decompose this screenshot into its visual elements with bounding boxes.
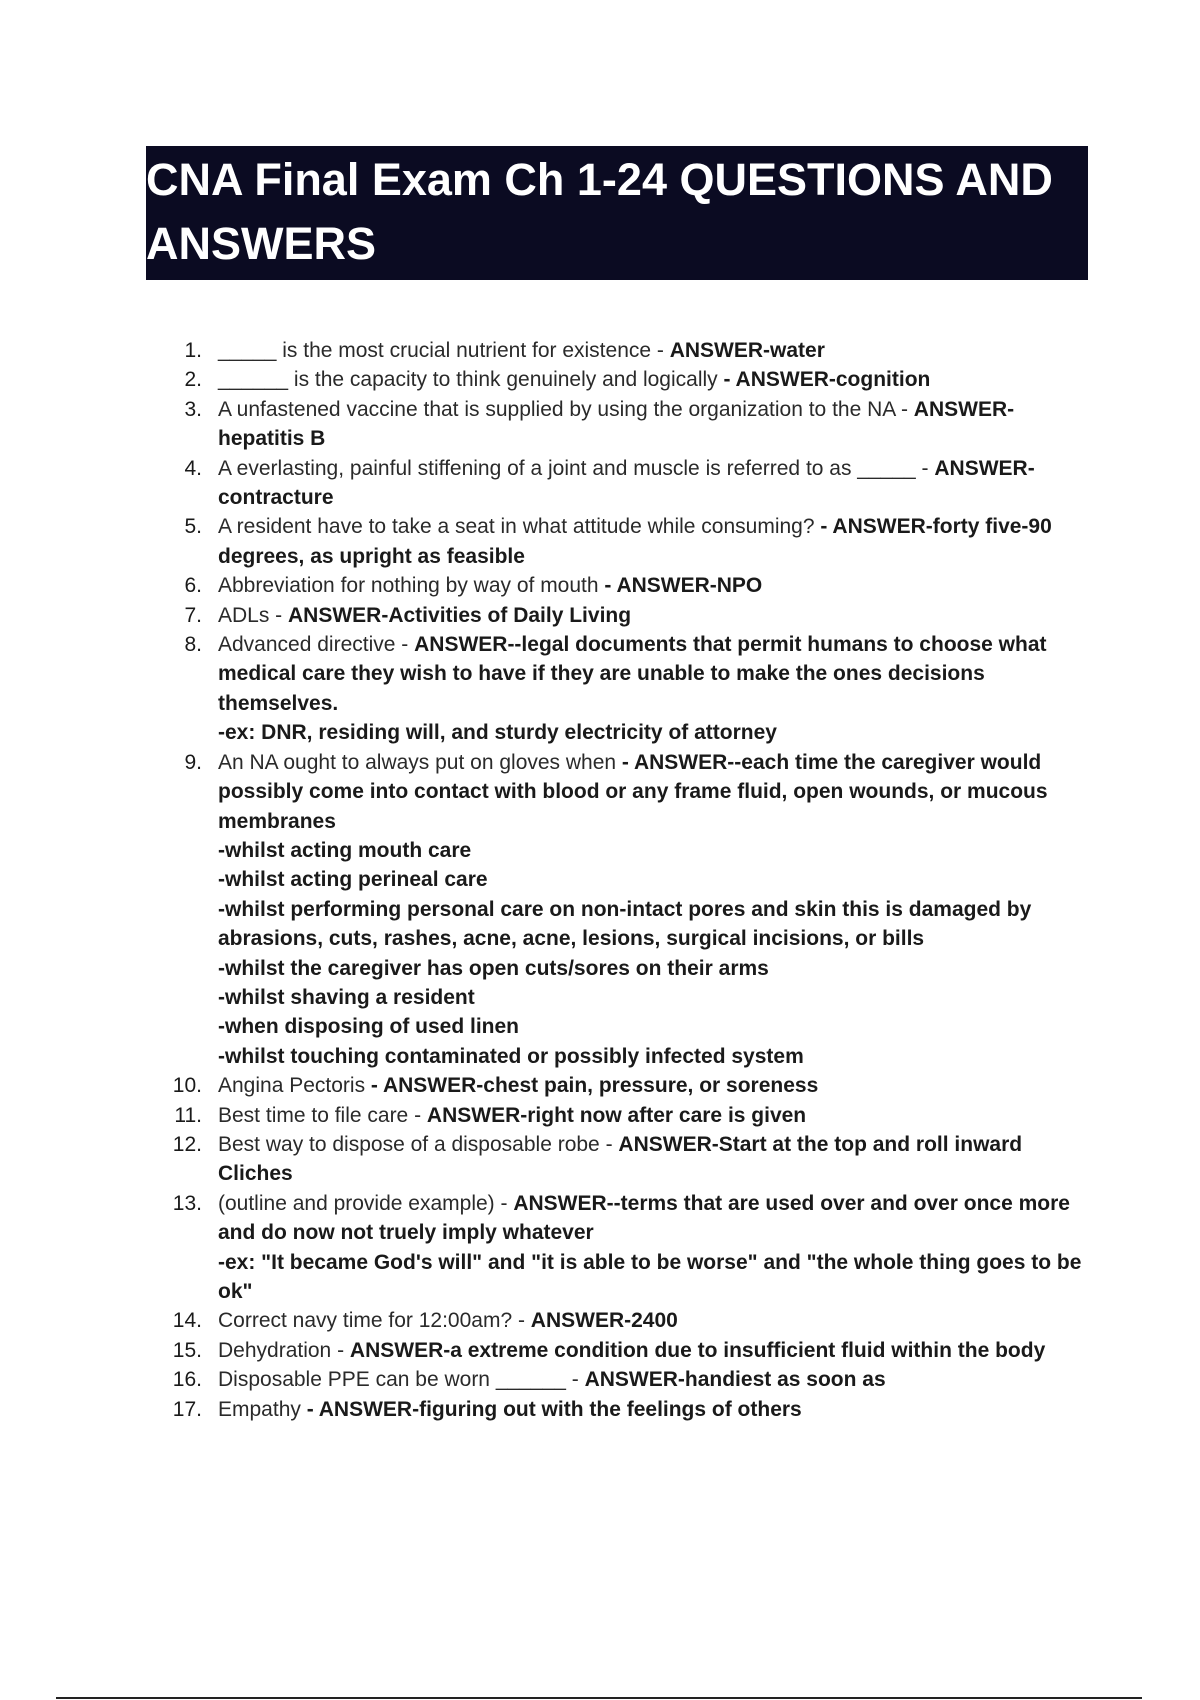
- list-item: [170, 1130, 1100, 1189]
- item-number: 17.: [172, 1397, 202, 1421]
- list-item: [170, 1395, 1100, 1424]
- list-item: [170, 1071, 1100, 1100]
- answer-detail-line: -whilst touching contaminated or possibly infected system: [218, 1044, 804, 1068]
- item-number: 13.: [172, 1191, 202, 1215]
- title-banner: [146, 146, 1088, 280]
- question-text: (outline and provide example) -: [218, 1191, 514, 1215]
- item-number: 6.: [184, 574, 202, 598]
- list-item: [170, 1306, 1100, 1335]
- item-number: 14.: [172, 1309, 202, 1333]
- answer-detail-line: -whilst the caregiver has open cuts/sores on their arms: [218, 956, 769, 980]
- answer-text: ANSWER-hepatitis B: [218, 397, 1015, 451]
- item-number: 4.: [184, 456, 202, 480]
- question-text: Angina Pectoris: [218, 1074, 371, 1098]
- answer-detail-line: -ex: DNR, residing will, and sturdy electricity of attorney: [218, 721, 777, 745]
- answer-text: ANSWER-water: [669, 339, 825, 362]
- question-text: A resident have to take a seat in what attitude while consuming?: [218, 515, 821, 539]
- question-text: ______ is the capacity to think genuinely and logically: [218, 368, 724, 392]
- item-number: 8.: [184, 633, 202, 657]
- list-item: [170, 1365, 1100, 1394]
- list-item: [170, 365, 1100, 394]
- footer-divider: [56, 1697, 1142, 1699]
- list-item: [170, 630, 1100, 748]
- item-number: 12.: [172, 1132, 202, 1156]
- answer-detail-line: -when disposing of used linen: [218, 1015, 520, 1039]
- answer-detail-line: -whilst acting perineal care: [218, 868, 488, 892]
- question-text: Advanced directive -: [218, 633, 415, 657]
- answer-text: - ANSWER-cognition: [723, 368, 931, 392]
- answer-text: ANSWER-handiest as soon as: [584, 1368, 886, 1392]
- list-item: [170, 1336, 1100, 1365]
- list-item: [170, 748, 1100, 1071]
- answer-text: ANSWER--terms that are used over and over once more and do now not truely imply whatever: [218, 1191, 1070, 1245]
- question-text: Empathy: [218, 1397, 307, 1421]
- question-text: An NA ought to always put on gloves when: [218, 750, 622, 774]
- answer-detail-line: -whilst shaving a resident: [218, 985, 475, 1009]
- answer-detail-line: -ex: "It became God's will" and "it is able to be worse" and "the whole thing goes to be ok": [218, 1250, 1082, 1303]
- answer-text: ANSWER-Activities of Daily Living: [288, 603, 632, 627]
- question-text: A everlasting, painful stiffening of a joint and muscle is referred to as _____ -: [218, 456, 935, 480]
- answer-text: ANSWER-a extreme condition due to insufficient fluid within the body: [349, 1338, 1046, 1362]
- answer-text: - ANSWER-chest pain, pressure, or soreness: [370, 1074, 819, 1098]
- item-number: 10.: [172, 1074, 202, 1098]
- question-text: Correct navy time for 12:00am? -: [218, 1309, 531, 1333]
- list-item: [170, 512, 1100, 571]
- question-text: _____ is the most crucial nutrient for existence -: [218, 339, 670, 362]
- list-item: [170, 571, 1100, 600]
- answer-text: - ANSWER-forty five-90 degrees, as upright as feasible: [218, 515, 1052, 568]
- page-title-line-2: ANSWERS: [146, 218, 377, 269]
- item-number: 5.: [184, 515, 202, 539]
- item-number: 11.: [174, 1103, 202, 1127]
- answer-text: - ANSWER-figuring out with the feelings of others: [306, 1397, 802, 1421]
- item-number: 2.: [184, 368, 202, 392]
- answer-text: ANSWER--legal documents that permit humans to choose what medical care they wish to have if they are unable to make the ones decisions themselves.: [218, 633, 1047, 715]
- item-number: 9.: [184, 750, 202, 774]
- question-text: Best way to dispose of a disposable robe -: [218, 1132, 619, 1156]
- list-item: [170, 454, 1100, 513]
- question-text: Disposable PPE can be worn ______ -: [218, 1368, 585, 1392]
- answer-detail-line: -whilst acting mouth care: [218, 838, 472, 862]
- list-item: [170, 1101, 1100, 1130]
- list-item: [170, 395, 1100, 454]
- list-item: [170, 601, 1100, 630]
- item-number: 15.: [172, 1338, 202, 1362]
- answer-detail-line: -whilst performing personal care on non-intact pores and skin this is damaged by abrasions, cuts, rashes, acne, acne, lesions, surgical incisions, or bills: [218, 897, 1032, 951]
- answer-text: ANSWER-right now after care is given: [426, 1103, 807, 1127]
- question-text: Best time to file care -: [218, 1103, 427, 1127]
- item-number: 16.: [172, 1368, 202, 1392]
- list-item: [170, 1189, 1100, 1307]
- answer-text: - ANSWER-NPO: [604, 574, 763, 598]
- item-number: 1.: [184, 339, 202, 362]
- question-text: ADLs -: [218, 603, 289, 627]
- question-answer-list: [170, 336, 1100, 1424]
- answer-text: ANSWER-Start at the top and roll inward Cliches: [218, 1132, 1023, 1186]
- answer-text: - ANSWER--each time the caregiver would possibly come into contact with blood or any frame fluid, open wounds, or mucous membranes: [218, 750, 1048, 833]
- answer-text: ANSWER-2400: [530, 1309, 678, 1333]
- list-item: [170, 336, 1100, 365]
- question-text: A unfastened vaccine that is supplied by using the organization to the NA -: [218, 397, 914, 421]
- answer-text: ANSWER-contracture: [218, 456, 1035, 510]
- page-title-line-1: CNA Final Exam Ch 1-24 QUESTIONS AND: [146, 154, 1053, 205]
- item-number: 3.: [184, 397, 202, 421]
- item-number: 7.: [184, 603, 202, 627]
- question-text: Dehydration -: [218, 1338, 350, 1362]
- question-text: Abbreviation for nothing by way of mouth: [218, 574, 605, 598]
